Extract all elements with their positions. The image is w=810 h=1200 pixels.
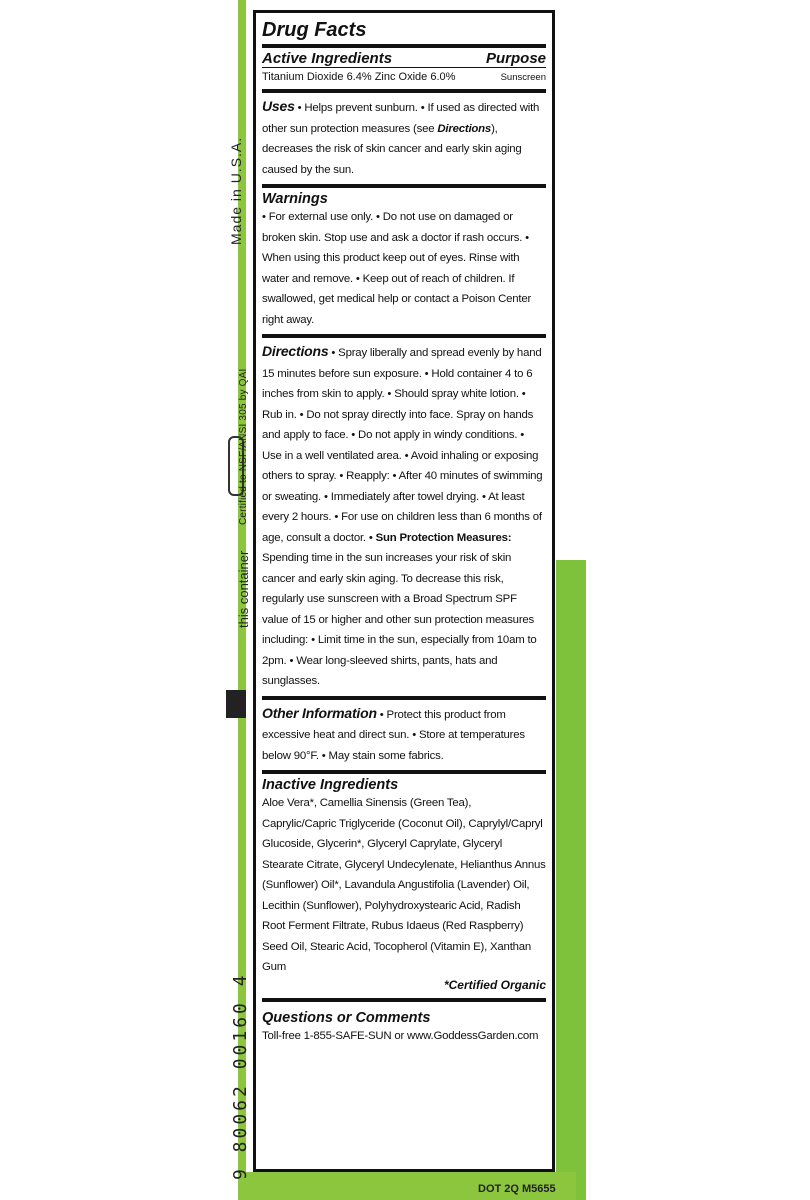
warnings-header: Warnings [262, 191, 328, 207]
questions-text: Toll-free 1-855-SAFE-SUN or www.GoddessGarden.com [262, 1029, 539, 1042]
active-ingredients-row [262, 68, 546, 89]
active-ingredients-header-row [262, 48, 546, 67]
panel-title: Drug Facts [262, 19, 367, 41]
inactive-ingredients-text: Aloe Vera*, Camellia Sinensis (Green Tea), Caprylic/Capric Triglyceride (Coconut Oil), Caprylyl/Capryl Glucoside, Glycerin*, Glyceryl Caprylate, Glyceryl Stearate Citrate, Glyceryl Undecylenate, Helianthus Annus (Sunflower) Oil*, Lavandula Angustifolia (Lavender) Oil, Lecithin (Sunflower), Polyhydroxystearic Acid, Radish Root Ferment Filtrate, Rubus Idaeus (Red Raspberry) Seed Oil, Stearic Acid, Tocopherol (Vitamin E), Xanthan Gum [262, 797, 546, 973]
green-right-stripe [556, 560, 586, 1200]
barcode-number: 9 80062 00160 4 [230, 972, 251, 1180]
uses-section [262, 93, 546, 184]
active-ingredients-value: Titanium Dioxide 6.4% Zinc Oxide 6.0% [262, 71, 456, 83]
inactive-ingredients-header: Inactive Ingredients [262, 777, 399, 793]
purpose-header: Purpose [485, 50, 546, 67]
questions-header: Questions or Comments [262, 1009, 431, 1026]
purpose-value: Sunscreen [500, 72, 546, 83]
uses-directions-ref: Directions [437, 122, 492, 135]
made-in-text: Made in U.S.A. [228, 136, 244, 245]
other-information-text: • Protect this product from excessive heat and direct sun. • Store at temperatures below 90°F. • May stain some fabrics. [262, 708, 525, 762]
lot-code: DOT 2Q M5655 [478, 1183, 556, 1195]
other-information-section [262, 700, 546, 771]
directions-text-2: Spending time in the sun increases your risk of skin cancer and early skin aging. To decrease this risk, regularly use sunscreen with a Broad Spectrum SPF value of 15 or higher and other sun protection measures including: • Limit time in the sun, especially from 10am to 2pm. • Wear long-sleeved shirts, pants, hats and sunglasses. [262, 552, 537, 687]
other-information-label: Other Information [262, 704, 377, 721]
uses-text-1: • Helps prevent sunburn. • If used as directed with other sun protection measures (see [262, 102, 540, 135]
container-text: this container [236, 550, 251, 628]
arrow-icon [226, 690, 246, 718]
drug-facts-panel [253, 10, 555, 1172]
active-ingredients-header: Active Ingredients [262, 50, 393, 67]
warnings-text: • For external use only. • Do not use on damaged or broken skin. Stop use and ask a doctor if rash occurs. • When using this product keep out of eyes. Rinse with water and remove. • Keep out of reach of children. If swallowed, get medical help or contact a Poison Center right away. [262, 211, 532, 326]
directions-text-1: • Spray liberally and spread evenly by hand 15 minutes before sun exposure. • Hold container 4 to 6 inches from skin to apply. • Should spray white lotion. • Rub in. • Do not spray directly into face. Spray on hands and apply to face. • Do not apply in windy conditions. • Use in a well ventilated area. • Avoid inhaling or exposing others to spray. • Reapply: • After 40 minutes of swimming or sweating. • Immediately after towel drying. • At least every 2 hours. • For use on children less than 6 months of age, consult a doctor. • [262, 347, 543, 544]
certified-organic-note: *Certified Organic [443, 977, 546, 992]
certification-text: Certified to NSF/ANSI 305 by QAI [238, 368, 249, 525]
uses-text-2: ), decreases the risk of skin cancer and early skin aging caused by the sun. [262, 122, 522, 176]
directions-section [262, 338, 546, 696]
sun-protection-label: Sun Protection Measures: [375, 531, 512, 544]
directions-label: Directions [262, 343, 329, 359]
certified-organic-row [262, 978, 546, 998]
uses-label: Uses [262, 98, 295, 114]
label-side-strip [0, 0, 238, 1200]
